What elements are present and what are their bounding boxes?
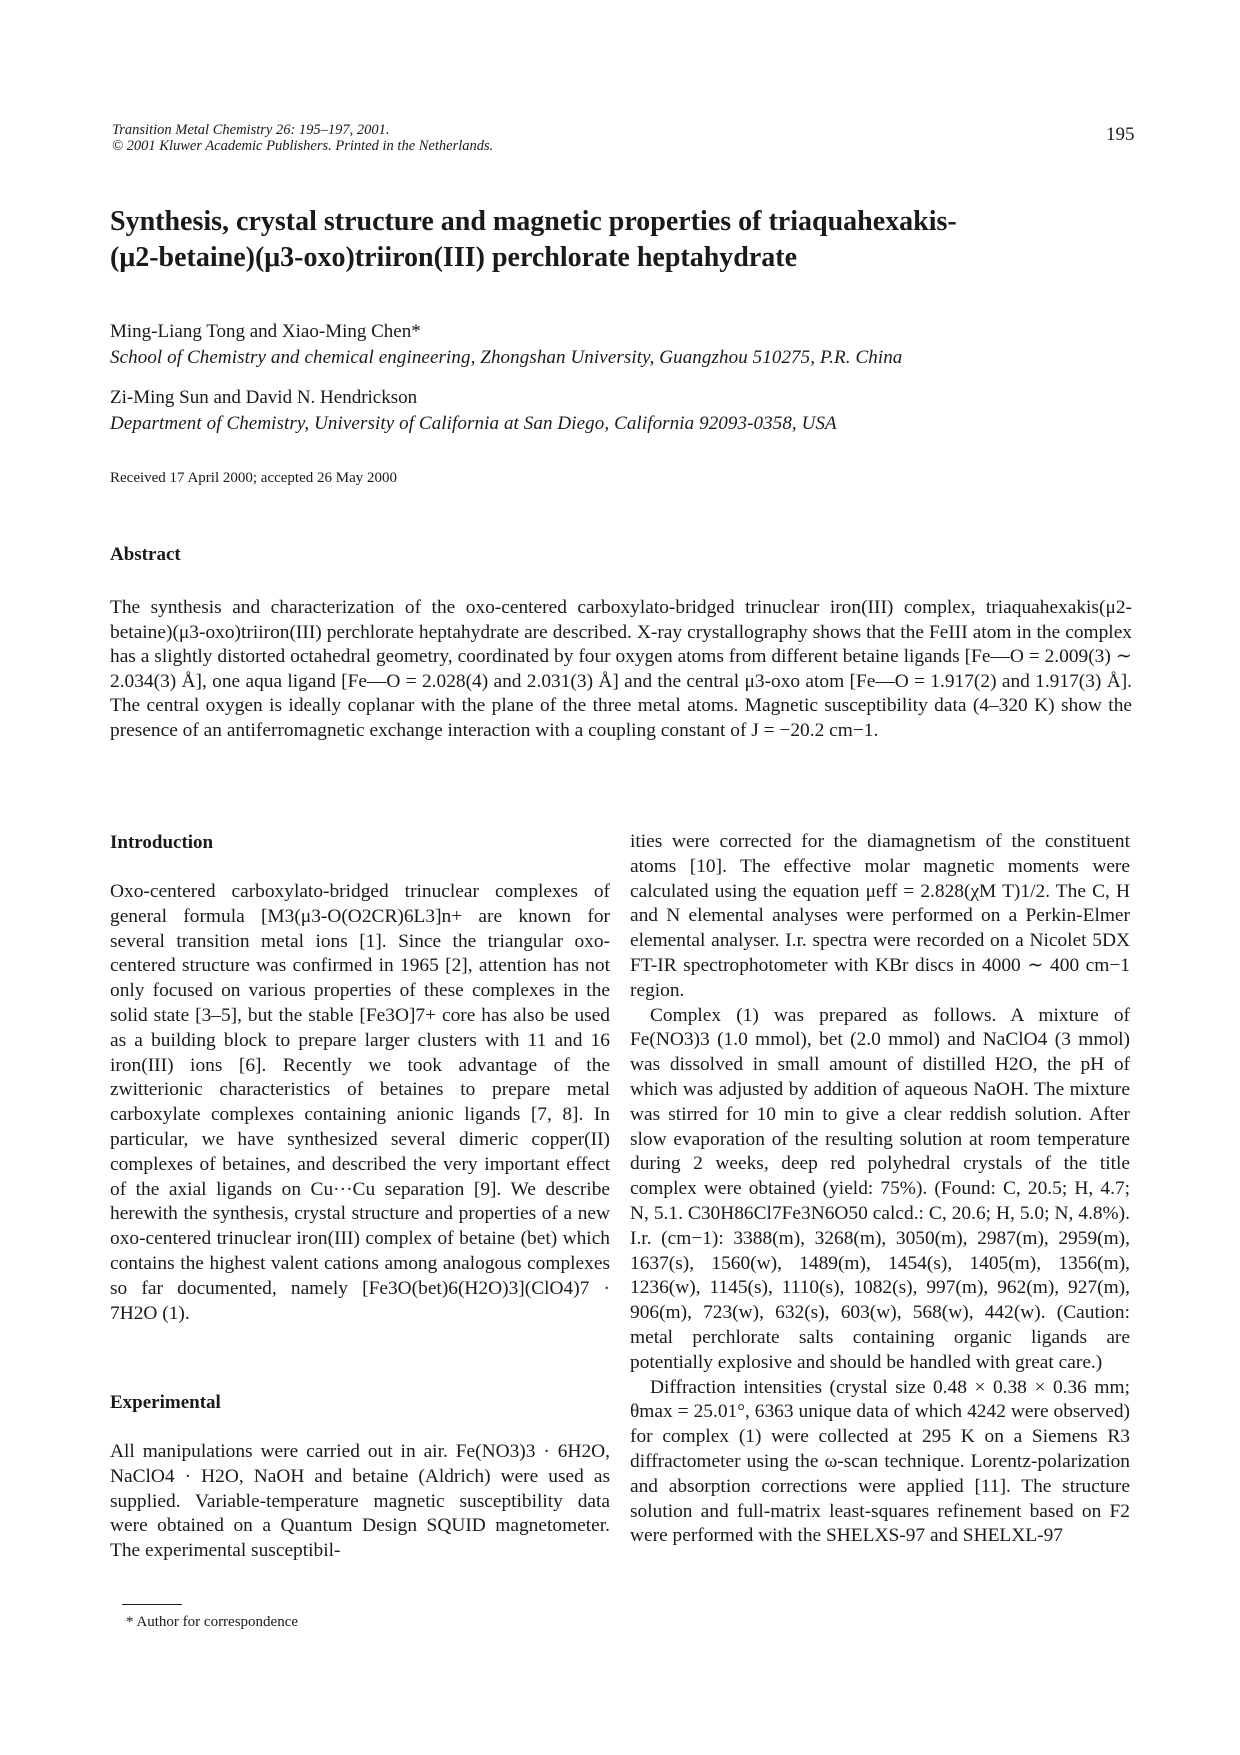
introduction-text xyxy=(110,880,610,1326)
footnote: * Author for correspondence xyxy=(126,1614,299,1630)
publisher-line: © 2001 Kluwer Academic Publishers. Printed in the Netherlands. xyxy=(112,138,494,154)
experimental-text xyxy=(110,1440,610,1564)
introduction-paragraph: Oxo-centered carboxylato-bridged trinuclear complexes of general formula [M3(μ3-O(O2CR)6L3]n+ are known for several transition metal ions [1]. Since the triangular oxo-centered structure was confirmed in 1965 [2], attention has not only focused on various properties of these complexes in the solid state [3–5], but the stable [Fe3O]7+ core has also be used as a building block to prepare larger clusters with 11 and 16 iron(III) ions [6]. Recently we took advantage of the zwitterionic characteristics of betaines to prepare metal carboxylate complexes containing anionic ligands [7, 8]. In particular, we have synthesized several dimeric copper(II) complexes of betaines, and described the very important effect of the axial ligands on Cu···Cu separation [9]. We describe herewith the synthesis, crystal structure and properties of a new oxo-centered trinuclear iron(III) complex of betaine (bet) which contains the highest valent cations among analogous complexes so far documented, namely [Fe3O(bet)6(H2O)3](ClO4)7 · 7H2O (1). xyxy=(110,881,610,1324)
affiliation-2: Department of Chemistry, University of California at San Diego, California 92093-0358, USA xyxy=(110,413,837,434)
affiliation-1: School of Chemistry and chemical engineering, Zhongshan University, Guangzhou 510275, P.R. China xyxy=(110,347,903,368)
experimental-paragraph: All manipulations were carried out in air. Fe(NO3)3 · 6H2O, NaClO4 · H2O, NaOH and betaine (Aldrich) were used as supplied. Variable-temperature magnetic susceptibility data were obtained on a Quantum Design SQUID magnetometer. The experimental susceptibil- xyxy=(110,1441,610,1562)
right-column-text xyxy=(630,830,1130,1549)
author-group-2: Zi-Ming Sun and David N. Hendrickson xyxy=(110,387,418,408)
article-title xyxy=(110,204,1150,276)
title-line-2: (μ2-betaine)(μ3-oxo)triiron(III) perchlorate heptahydrate xyxy=(110,242,798,273)
abstract-heading: Abstract xyxy=(110,544,181,565)
experimental-heading: Experimental xyxy=(110,1392,221,1413)
introduction-heading: Introduction xyxy=(110,832,214,853)
methods-paragraph-1: ities were corrected for the diamagnetism of the constituent atoms [10]. The effective molar magnetic moments were calculated using the equation μeff = 2.828(χM T)1/2. The C, H and N elemental analyses were performed on a Perkin-Elmer elemental analyser. I.r. spectra were recorded on a Nicolet 5DX FT-IR spectrophotometer with KBr discs in 4000 ∼ 400 cm−1 region. xyxy=(630,831,1130,1001)
title-line-1: Synthesis, crystal structure and magnetic properties of triaquahexakis- xyxy=(110,206,957,237)
journal-citation: Transition Metal Chemistry 26: 195–197, 2001. xyxy=(112,122,390,138)
methods-paragraph-3: Diffraction intensities (crystal size 0.48 × 0.38 × 0.36 mm; θmax = 25.01°, 6363 unique data of which 4242 were observed) for complex (1) were collected at 295 K on a Siemens R3 diffractometer using the ω-scan technique. Lorentz-polarization and absorption corrections were applied [11]. The structure solution and full-matrix least-squares refinement based on F2 were performed with the SHELXS-97 and SHELXL-97 xyxy=(630,1376,1130,1547)
abstract-text: The synthesis and characterization of the oxo-centered carboxylato-bridged trinuclear iron(III) complex, triaquahexakis(μ2-betaine)(μ3-oxo)triiron(III) perchlorate heptahydrate are described. X-ray crystallography shows that the FeIII atom in the complex has a slightly distorted octahedral geometry, coordinated by four oxygen atoms from different betaine ligands [Fe—O = 2.009(3) ∼ 2.034(3) Å], one aqua ligand [Fe—O = 2.028(4) and 2.031(3) Å] and the central μ3-oxo atom [Fe—O = 1.917(2) and 1.917(3) Å]. The central oxygen is ideally coplanar with the plane of the three metal atoms. Magnetic susceptibility data (4–320 K) show the presence of an antiferromagnetic exchange interaction with a coupling constant of J = −20.2 cm−1. xyxy=(110,597,1132,741)
page-number: 195 xyxy=(1106,124,1135,145)
received-date: Received 17 April 2000; accepted 26 May 2000 xyxy=(110,470,398,486)
footnote-divider xyxy=(122,1604,182,1605)
journal-header xyxy=(112,122,493,154)
methods-paragraph-2: Complex (1) was prepared as follows. A mixture of Fe(NO3)3 (1.0 mmol), bet (2.0 mmol) and NaClO4 (3 mmol) was dissolved in small amount of distilled H2O, the pH of which was adjusted by addition of aqueous NaOH. The mixture was stirred for 10 min to give a clear reddish solution. After slow evaporation of the resulting solution at room temperature during 2 weeks, deep red polyhedral crystals of the title complex were obtained (yield: 75%). (Found: C, 20.5; H, 4.7; N, 5.1. C30H86Cl7Fe3N6O50 calcd.: C, 20.6; H, 5.0; N, 4.8%). I.r. (cm−1): 3388(m), 3268(m), 3050(m), 2987(m), 2959(m), 1637(s), 1560(w), 1489(m), 1454(s), 1405(m), 1356(m), 1236(w), 1145(s), 1110(s), 1082(s), 997(m), 962(m), 927(m), 906(m), 723(w), 632(s), 603(w), 568(w), 442(w). (Caution: metal perchlorate salts containing organic ligands are potentially explosive and should be handled with great care.) xyxy=(630,1004,1130,1373)
author-group-1: Ming-Liang Tong and Xiao-Ming Chen* xyxy=(110,321,421,342)
